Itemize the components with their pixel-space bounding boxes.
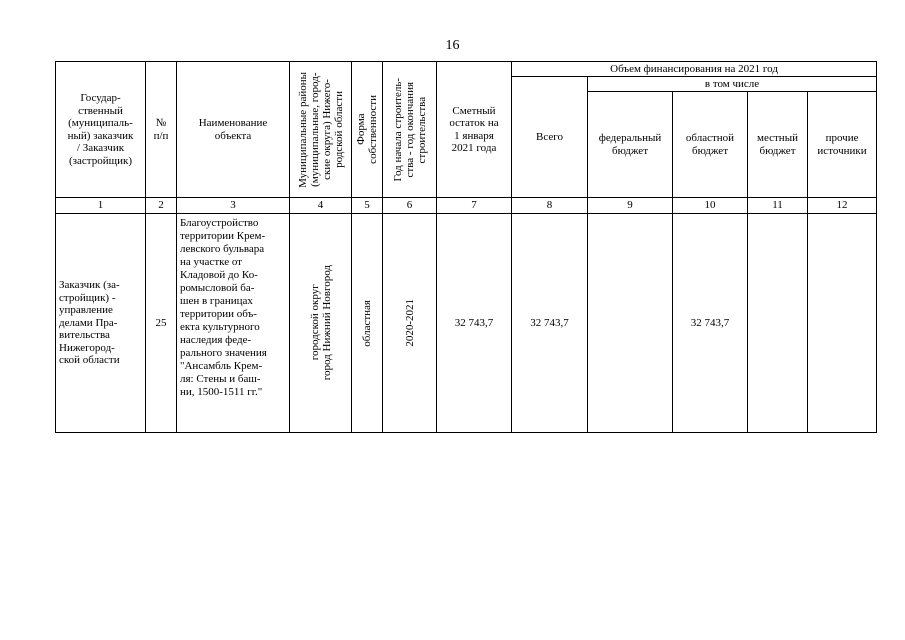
- investment-table: [55, 61, 877, 433]
- column-number: 11: [748, 198, 808, 214]
- row-years: 2020-2021: [383, 214, 437, 433]
- column-number: 2: [146, 198, 177, 214]
- row-federal: [588, 214, 673, 433]
- header-other: прочие источники: [808, 92, 877, 198]
- column-number: 7: [437, 198, 512, 214]
- row-regional: 32 743,7: [673, 214, 748, 433]
- row-num: 25: [146, 214, 177, 433]
- row-local: [748, 214, 808, 433]
- header-districts: Муниципальные районы (муниципальные, город- ские округа) Нижего- родской области: [290, 62, 352, 198]
- column-number: 10: [673, 198, 748, 214]
- row-object-name: Благоустройство территории Крем- левского бульвара на участке от Кладовой до Ко- ромысловой ба- шен в границах территории объ- екта культурного наследия феде- рального значения "Ансамбль Крем- ля: Стены и баш- ни, 1500-1511 гг.": [177, 214, 290, 433]
- header-years: Год начала строитель- ства - год окончания строительства: [383, 62, 437, 198]
- column-number: 9: [588, 198, 673, 214]
- page-number: 16: [445, 38, 460, 53]
- row-total: 32 743,7: [512, 214, 588, 433]
- row-balance: 32 743,7: [437, 214, 512, 433]
- row-ownership: областная: [352, 214, 383, 433]
- header-customer: Государ- ственный (муниципаль- ный) заказчик / Заказчик (застройщик): [56, 62, 146, 198]
- header-total: Всего: [512, 77, 588, 198]
- column-number: 1: [56, 198, 146, 214]
- header-balance: Сметный остаток на 1 января 2021 года: [437, 62, 512, 198]
- row-other: [808, 214, 877, 433]
- column-number: 4: [290, 198, 352, 214]
- header-regional: областной бюджет: [673, 92, 748, 198]
- table-row: [56, 214, 877, 433]
- header-federal: федеральный бюджет: [588, 92, 673, 198]
- row-customer: Заказчик (за- стройщик) - управление делами Пра- вительства Нижегород- ской области: [56, 214, 146, 433]
- column-number: 12: [808, 198, 877, 214]
- header-funding: Объем финансирования на 2021 год: [512, 62, 877, 77]
- header-local: местный бюджет: [748, 92, 808, 198]
- header-including: в том числе: [588, 77, 877, 92]
- row-district: городской округ город Нижний Новгород: [290, 214, 352, 433]
- column-number: 5: [352, 198, 383, 214]
- column-number: 6: [383, 198, 437, 214]
- column-number: 3: [177, 198, 290, 214]
- header-object-name: Наименование объекта: [177, 62, 290, 198]
- column-number: 8: [512, 198, 588, 214]
- header-ownership: Форма собственности: [352, 62, 383, 198]
- header-num: № п/п: [146, 62, 177, 198]
